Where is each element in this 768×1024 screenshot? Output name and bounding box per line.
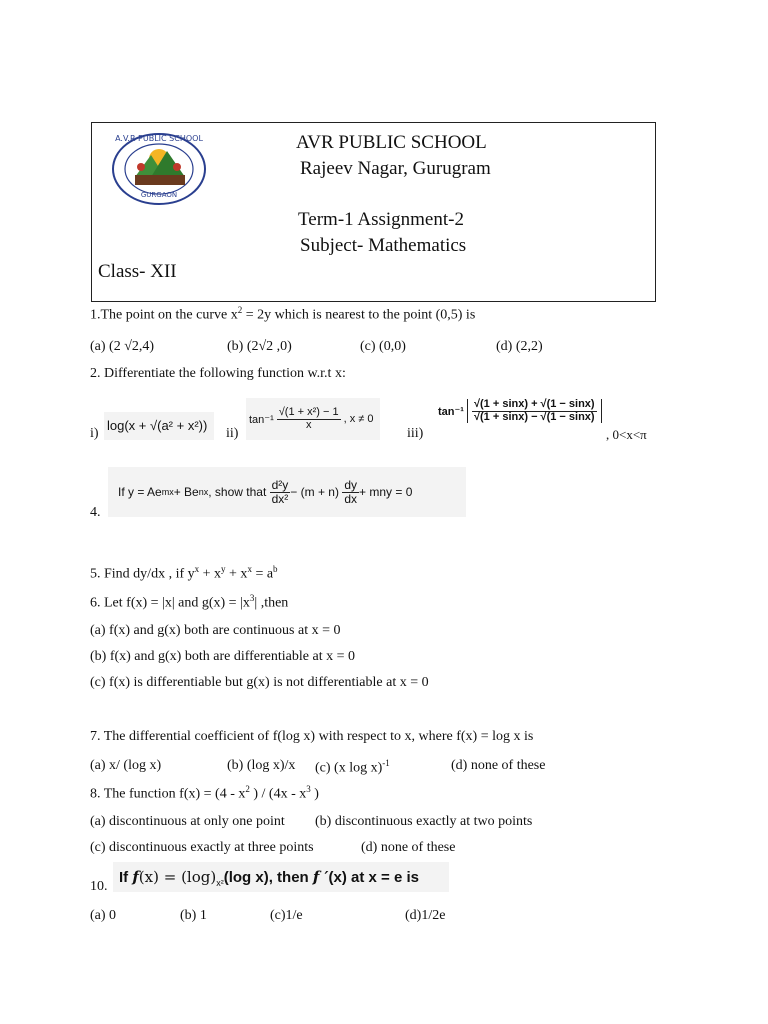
subject-title: Subject- Mathematics [300,235,467,256]
question-1: 1.The point on the curve $x^2 = 2y$ which is nearest to the point (0,5) is [90,305,476,323]
q1-option-a: (a) (2 √2,4) [90,339,155,354]
q2-iii-condition: , 0<x<π [606,427,647,442]
q6-option-a: (a) f(x) and g(x) both are continuous at x = 0 [90,623,341,638]
assignment-title: Term-1 Assignment-2 [298,209,464,230]
q10-option-b: (b) 1 [180,908,207,923]
q2-expression-i: log(x + √(a² + x²)) [104,412,214,440]
question-10-number: 10. [90,879,108,894]
school-address: Rajeev Nagar, Gurugram [300,158,491,179]
school-name: AVR PUBLIC SCHOOL [296,132,487,153]
logo-bottom-text: GURGAON [140,191,178,199]
q8-option-c: (c) discontinuous exactly at three points [90,840,314,855]
q2-label-i: i) [90,426,99,441]
q8-option-b: (b) discontinuous exactly at two points [315,814,533,829]
q10-option-d: (d)1/2e [405,908,446,923]
q1-option-b: (b) (2√2 ,0) [227,339,292,354]
q8-option-d: (d) none of these [361,840,456,855]
class-label: Class- XII [98,261,177,282]
q7-option-a: (a) x/ (log x) [90,758,162,773]
question-5: 5. Find dy/dx , if $y^x + x^y + x^x = a^b$ [90,564,278,582]
logo-top-text: A.V.R PUBLIC SCHOOL [115,134,203,143]
q2-expression-iii [438,389,602,433]
q10-option-a: (a) 0 [90,908,117,923]
q8-option-a: (a) discontinuous at only one point [90,814,285,829]
question-10-expression: If $f(x) = (\log)_{x^2}(\log$ x), then f ′(x) at x = e is [113,862,449,892]
q2-iii-arctan: tan⁻¹ [438,405,464,418]
question-7: 7. The differential coefficient of f(log x) with respect to x, where f(x) = log x is [90,729,534,744]
q6-option-c: (c) f(x) is differentiable but g(x) is not differentiable at x = 0 [90,675,429,690]
q2-iii-bracket: $\frac{√(1 + \sin x) + √(1 - \sin x)}{√(1 + \sin x) - √(1 - \sin x)}$ [467,399,602,423]
q2-ii-condition: , x ≠ 0 [343,413,374,425]
q1-option-d: (d) (2,2) [496,339,543,354]
header-box [91,122,656,302]
q7-option-d: (d) none of these [451,758,546,773]
school-logo-icon [107,129,211,211]
q2-label-iii: iii) [407,426,424,441]
q2-label-ii: ii) [226,426,239,441]
q2-ii-arctan: tan⁻¹ [249,413,274,426]
q1-option-c: (c) (0,0) [360,339,406,354]
q7-option-c: (c) (x log x)$^{-1}$ [315,758,390,776]
question-6: 6. Let f(x) = |x| and $g(x) = |x^3|$ ,then [90,593,289,611]
question-4-expression: If y = Ae mx + Be nx , show that $\frac{\text{d²y}}{\text{dx²}}$ − (m + n) $\frac{dy}{dx}$ + mny = 0 [108,467,466,517]
question-4-number: 4. [90,505,101,520]
q7-option-b: (b) (log x)/x [227,758,296,773]
question-2: 2. Differentiate the following function w.r.t x: [90,366,346,381]
q2-expression-ii [246,398,380,440]
q2-ii-fraction: $\frac{\text{√(1 + x²) − 1}}{x}$ [278,405,339,431]
q6-option-b: (b) f(x) and g(x) both are differentiable at x = 0 [90,649,355,664]
q10-option-c: (c)1/e [270,908,303,923]
question-8: 8. The function $f(x) = (4 - x^2$ ) / ($4x - x^3$ ) [90,784,319,802]
